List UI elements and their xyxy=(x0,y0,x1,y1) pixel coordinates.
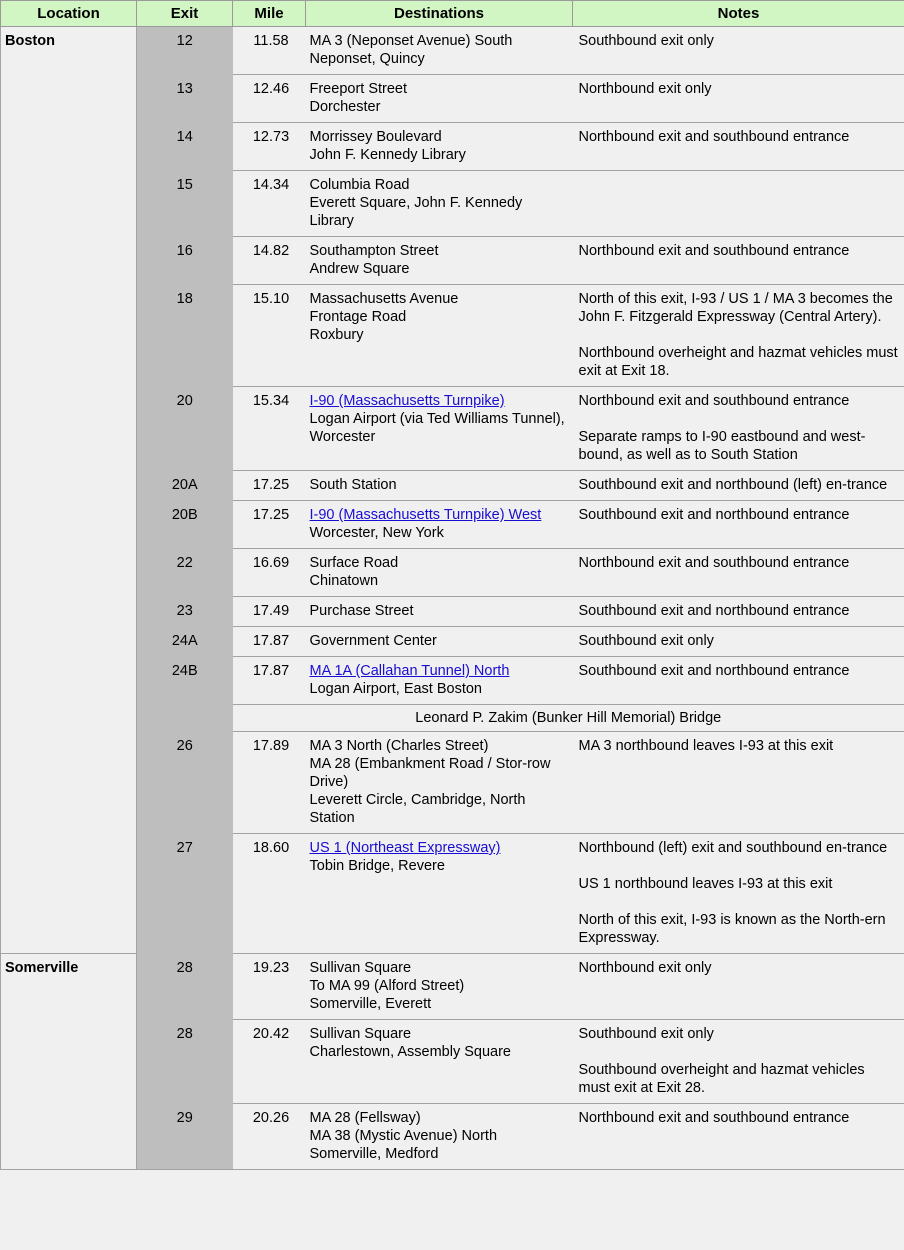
table-row xyxy=(1,501,904,549)
table-row xyxy=(1,237,904,285)
exit-number: 20A xyxy=(137,471,233,501)
destinations-cell xyxy=(306,387,573,471)
table-body xyxy=(1,27,904,1170)
note-text: Northbound exit and southbound entrance xyxy=(578,129,850,145)
paragraph-gap xyxy=(579,410,899,428)
destination-line: Massachusetts Avenue xyxy=(309,291,459,307)
notes-cell xyxy=(573,171,904,237)
note-text: Southbound exit only xyxy=(578,633,714,649)
note-text: Northbound exit and southbound entrance xyxy=(578,393,850,409)
destination-line: Everett Square, John F. Kennedy Library xyxy=(309,195,523,229)
destination-line: MA 3 North (Charles Street) xyxy=(309,738,489,754)
destination-line: South Station xyxy=(309,477,397,493)
destinations-cell xyxy=(306,75,573,123)
header-exit[interactable]: Exit xyxy=(137,1,233,27)
mile-value: 17.25 xyxy=(233,471,306,501)
destination-route-link[interactable]: I-90 (Massachusetts Turnpike) xyxy=(309,393,505,409)
note-text: North of this exit, I-93 / US 1 / MA 3 becomes the John F. Fitzgerald Expressway (Central Artery). xyxy=(578,291,893,325)
destinations-cell xyxy=(306,471,573,501)
destination-line: Leverett Circle, Cambridge, North Station xyxy=(309,792,526,826)
notes-cell xyxy=(573,549,904,597)
notes-cell xyxy=(573,657,904,705)
paragraph-gap xyxy=(579,1043,899,1061)
destinations-cell xyxy=(306,1020,573,1104)
table-row xyxy=(1,549,904,597)
note-text: Separate ramps to I-90 eastbound and west-bound, as well as to South Station xyxy=(578,429,866,463)
location-somerville: Somerville xyxy=(1,954,137,1170)
note-text: Southbound exit only xyxy=(578,33,714,49)
exit-number: 24A xyxy=(137,627,233,657)
table-row xyxy=(1,1020,904,1104)
notes-cell xyxy=(573,27,904,75)
mile-value: 17.89 xyxy=(233,732,306,834)
bridge-row xyxy=(1,705,904,732)
destination-line: MA 38 (Mystic Avenue) North xyxy=(309,1128,498,1144)
exit-number: 27 xyxy=(137,834,233,954)
exit-number: 28 xyxy=(137,954,233,1020)
note-text: Southbound overheight and hazmat vehicles must exit at Exit 28. xyxy=(578,1062,865,1096)
mile-value: 17.87 xyxy=(233,657,306,705)
mile-value: 17.87 xyxy=(233,627,306,657)
mile-value: 14.34 xyxy=(233,171,306,237)
notes-cell xyxy=(573,1020,904,1104)
notes-cell xyxy=(573,285,904,387)
table-row xyxy=(1,834,904,954)
destinations-cell xyxy=(306,27,573,75)
mile-value: 15.10 xyxy=(233,285,306,387)
notes-cell xyxy=(573,75,904,123)
destination-line: Logan Airport, East Boston xyxy=(309,681,482,697)
destinations-cell xyxy=(306,627,573,657)
mile-value: 17.25 xyxy=(233,501,306,549)
exit-number: 12 xyxy=(137,27,233,75)
destination-line: Somerville, Medford xyxy=(309,1146,439,1162)
destination-line: MA 28 (Embankment Road / Stor-row Drive) xyxy=(309,756,551,790)
exit-number: 29 xyxy=(137,1104,233,1170)
note-text: Southbound exit and northbound entrance xyxy=(578,507,850,523)
destination-line: Southampton Street xyxy=(309,243,439,259)
destination-route-link[interactable]: I-90 (Massachusetts Turnpike) West xyxy=(309,507,542,523)
exit-number: 13 xyxy=(137,75,233,123)
mile-value: 16.69 xyxy=(233,549,306,597)
destinations-cell xyxy=(306,597,573,627)
table-row xyxy=(1,657,904,705)
notes-cell xyxy=(573,1104,904,1170)
note-text: MA 3 northbound leaves I-93 at this exit xyxy=(578,738,834,754)
mile-value: 14.82 xyxy=(233,237,306,285)
table-row xyxy=(1,954,904,1020)
destination-line: Freeport Street xyxy=(309,81,408,97)
notes-cell xyxy=(573,597,904,627)
table-row xyxy=(1,1104,904,1170)
exit-number: 23 xyxy=(137,597,233,627)
destinations-cell xyxy=(306,549,573,597)
notes-cell xyxy=(573,627,904,657)
destination-line: Government Center xyxy=(309,633,437,649)
destination-line: Somerville, Everett xyxy=(309,996,432,1012)
destination-line: John F. Kennedy Library xyxy=(309,147,466,163)
header-mile[interactable]: Mile xyxy=(233,1,306,27)
notes-cell xyxy=(573,471,904,501)
note-text: Northbound exit only xyxy=(578,81,712,97)
destination-line: Worcester, New York xyxy=(309,525,444,541)
destinations-cell xyxy=(306,657,573,705)
exit-number: 16 xyxy=(137,237,233,285)
notes-cell xyxy=(573,387,904,471)
mile-value: 20.26 xyxy=(233,1104,306,1170)
destination-line: Morrissey Boulevard xyxy=(309,129,442,145)
table-row xyxy=(1,597,904,627)
table-row xyxy=(1,285,904,387)
notes-cell xyxy=(573,732,904,834)
exit-number: 15 xyxy=(137,171,233,237)
note-text: Northbound exit only xyxy=(578,960,712,976)
destination-line: Chinatown xyxy=(309,573,379,589)
destination-line: Surface Road xyxy=(309,555,399,571)
exit-number: 14 xyxy=(137,123,233,171)
note-text: Southbound exit only xyxy=(578,1026,714,1042)
destination-line: Columbia Road xyxy=(309,177,410,193)
table-row xyxy=(1,732,904,834)
destinations-cell xyxy=(306,237,573,285)
notes-cell xyxy=(573,501,904,549)
note-text: North of this exit, I-93 is known as the North-ern Expressway. xyxy=(578,912,886,946)
mile-value: 19.23 xyxy=(233,954,306,1020)
table-row xyxy=(1,123,904,171)
mile-value: 15.34 xyxy=(233,387,306,471)
exit-number: 22 xyxy=(137,549,233,597)
note-text: Northbound exit and southbound entrance xyxy=(578,1110,850,1126)
destinations-cell xyxy=(306,954,573,1020)
paragraph-gap xyxy=(579,326,899,344)
destination-line: Sullivan Square xyxy=(309,960,412,976)
destination-line: Tobin Bridge, Revere xyxy=(309,858,445,874)
destination-line: Dorchester xyxy=(309,99,381,115)
exit-number: 24B xyxy=(137,657,233,705)
note-text: Southbound exit and northbound (left) en-trance xyxy=(578,477,888,493)
exit-number: 20 xyxy=(137,387,233,471)
mile-value: 20.42 xyxy=(233,1020,306,1104)
mile-value: 17.49 xyxy=(233,597,306,627)
bridge-exit-cell xyxy=(137,705,233,732)
destinations-cell xyxy=(306,1104,573,1170)
destination-line: MA 3 (Neponset Avenue) South xyxy=(309,33,513,49)
destinations-cell xyxy=(306,501,573,549)
paragraph-gap xyxy=(579,893,899,911)
destination-line: Andrew Square xyxy=(309,261,410,277)
mile-value: 12.73 xyxy=(233,123,306,171)
header-location[interactable]: Location xyxy=(1,1,137,27)
table-row xyxy=(1,387,904,471)
destination-line: Roxbury xyxy=(309,327,364,343)
destination-line: Purchase Street xyxy=(309,603,414,619)
destinations-cell xyxy=(306,834,573,954)
destination-route-link[interactable]: US 1 (Northeast Expressway) xyxy=(309,840,501,856)
destinations-cell xyxy=(306,171,573,237)
mile-value: 11.58 xyxy=(233,27,306,75)
destination-route-link[interactable]: MA 1A (Callahan Tunnel) North xyxy=(309,663,510,679)
header-notes[interactable]: Notes xyxy=(573,1,904,27)
table-row xyxy=(1,171,904,237)
destination-line: Frontage Road xyxy=(309,309,407,325)
note-text: Northbound (left) exit and southbound en-trance xyxy=(578,840,888,856)
note-text: Northbound exit and southbound entrance xyxy=(578,243,850,259)
location-boston: Boston xyxy=(1,27,137,954)
destination-line: Logan Airport (via Ted Williams Tunnel), Worcester xyxy=(309,411,565,445)
destination-line: Neponset, Quincy xyxy=(309,51,425,67)
table-row xyxy=(1,75,904,123)
notes-cell xyxy=(573,954,904,1020)
destinations-cell xyxy=(306,285,573,387)
note-text: Northbound exit and southbound entrance xyxy=(578,555,850,571)
note-text: Southbound exit and northbound entrance xyxy=(578,603,850,619)
note-text: Southbound exit and northbound entrance xyxy=(578,663,850,679)
destination-line: To MA 99 (Alford Street) xyxy=(309,978,465,994)
destinations-cell xyxy=(306,123,573,171)
table-row xyxy=(1,471,904,501)
destination-line: MA 28 (Fellsway) xyxy=(309,1110,421,1126)
note-text: Northbound overheight and hazmat vehicles must exit at Exit 18. xyxy=(578,345,898,379)
paragraph-gap xyxy=(579,857,899,875)
exit-number: 18 xyxy=(137,285,233,387)
notes-cell xyxy=(573,123,904,171)
header-row xyxy=(1,1,904,27)
destination-line: Charlestown, Assembly Square xyxy=(309,1044,511,1060)
destinations-cell xyxy=(306,732,573,834)
table-row xyxy=(1,627,904,657)
destination-line: Sullivan Square xyxy=(309,1026,412,1042)
note-text: US 1 northbound leaves I-93 at this exit xyxy=(578,876,833,892)
bridge-name: Leonard P. Zakim (Bunker Hill Memorial) Bridge xyxy=(233,705,904,732)
notes-cell xyxy=(573,834,904,954)
exit-number: 20B xyxy=(137,501,233,549)
mile-value: 18.60 xyxy=(233,834,306,954)
exit-number: 28 xyxy=(137,1020,233,1104)
mile-value: 12.46 xyxy=(233,75,306,123)
header-destinations[interactable]: Destinations xyxy=(306,1,573,27)
table-row xyxy=(1,27,904,75)
notes-cell xyxy=(573,237,904,285)
exit-number: 26 xyxy=(137,732,233,834)
